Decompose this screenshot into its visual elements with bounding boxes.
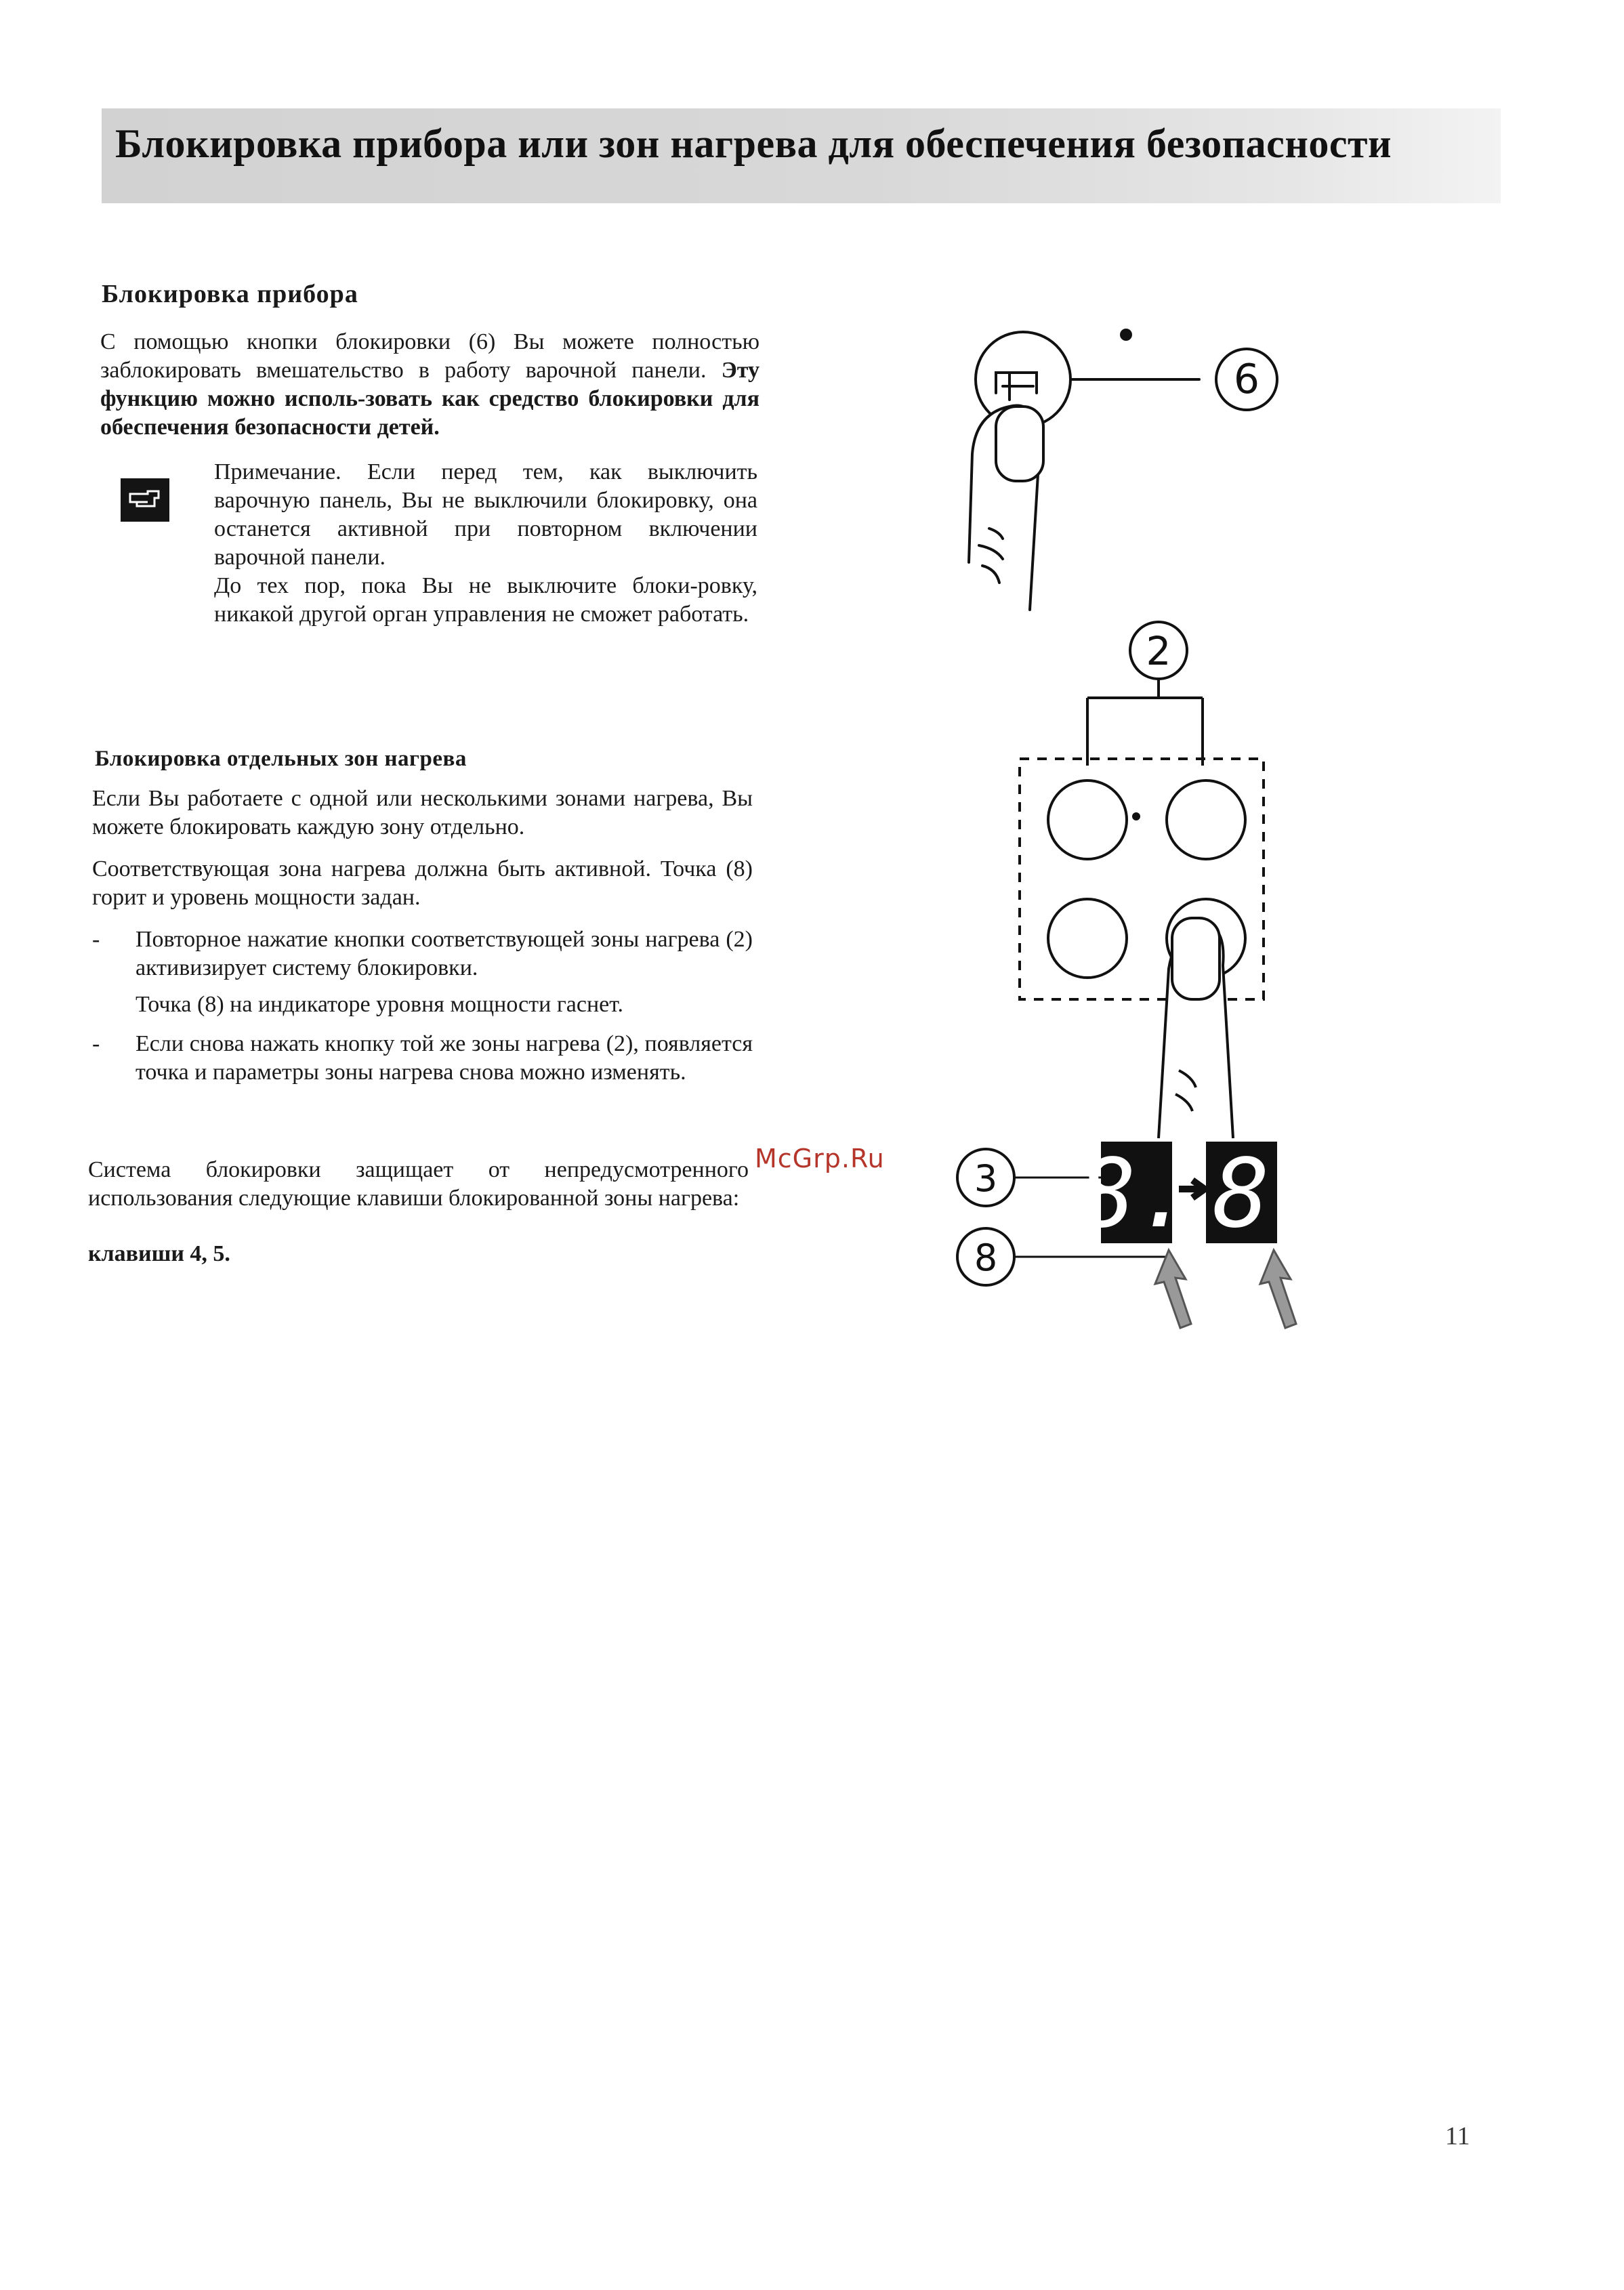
display-right-value: 8 xyxy=(1212,1139,1270,1249)
note-text-2: До тех пор, пока Вы не выключите блоки-ровку, никакой другой орган управления не сможет работать. xyxy=(214,573,757,627)
callout-8-label: 8 xyxy=(974,1236,998,1279)
pointing-hand-icon xyxy=(121,478,169,522)
zone-lock-paragraph-1: Если Вы работаете с одной или несколькими зонами нагрева, Вы можете блокировать каждую зону отдельно. xyxy=(92,786,753,839)
protection-paragraph: Система блокировки защищает от непредусмотренного использования следующие клавиши блокированной зоны нагрева: xyxy=(88,1157,749,1211)
page-number: 11 xyxy=(1445,2122,1470,2150)
zone-lock-paragraph-2: Соответствующая зона нагрева должна быть активной. Точка (8) горит и уровень мощности задан. xyxy=(92,856,753,910)
callout-2-label: 2 xyxy=(1146,628,1171,674)
fingernail-1 xyxy=(996,407,1043,481)
lock-key-diagram xyxy=(969,329,1277,610)
list-item xyxy=(92,925,753,982)
list-item xyxy=(92,1030,753,1087)
zone-key-3 xyxy=(1048,899,1127,978)
status-dot xyxy=(1120,329,1132,341)
illustration xyxy=(935,291,1369,1362)
protected-keys-text: клавиши 4, 5. xyxy=(88,1241,230,1266)
callout-6-label: 6 xyxy=(1233,356,1260,403)
section-heading-zone-lock: Блокировка отдельных зон нагрева xyxy=(95,747,467,771)
bullet-text: Повторное нажатие кнопки соответствующей зоны нагрева (2) активизирует систему блокировки. xyxy=(136,927,753,980)
zone-key-1 xyxy=(1048,780,1127,859)
callout-3-label: 3 xyxy=(974,1157,998,1200)
bullet-dash: - xyxy=(92,927,100,952)
section-heading-device-lock: Блокировка прибора xyxy=(102,280,358,308)
note-text: Примечание. Если перед тем, как выключить варочную панель, Вы не выключили блокировку, она останется активной при повторном включении варочной панели. xyxy=(214,459,757,570)
bullet-text: Если снова нажать кнопку той же зоны нагрева (2), появляется точка и параметры зоны нагрева снова можно изменять. xyxy=(136,1031,753,1085)
device-lock-text-bold: Эту функцию можно исполь-зовать как средство блокировки для обеспечения безопасности детей. xyxy=(100,358,759,440)
lock-symbol xyxy=(996,373,1037,400)
zone-key-2 xyxy=(1167,780,1245,859)
watermark: McGrp.Ru xyxy=(755,1144,885,1173)
pointer-arrow-icon xyxy=(1155,1250,1191,1328)
device-lock-text: С помощью кнопки блокировки (6) Вы можете полностью заблокировать вмешательство в работу варочной панели. xyxy=(100,329,759,383)
bullet-dash: - xyxy=(92,1031,100,1056)
note-block xyxy=(214,458,757,629)
bracket-lines xyxy=(1087,679,1203,766)
device-lock-paragraph xyxy=(100,328,759,442)
display-diagram xyxy=(957,1139,1296,1328)
fingernail-2 xyxy=(1172,918,1220,999)
status-dot xyxy=(1133,814,1139,819)
display-left-value: 8. xyxy=(1079,1139,1194,1249)
pointer-arrow-icon xyxy=(1260,1250,1296,1328)
page-title: Блокировка прибора или зон нагрева для обеспечения безопасности xyxy=(115,121,1392,166)
zone-keys-diagram xyxy=(1020,622,1264,1138)
bullet-subtext: Точка (8) на индикаторе уровня мощности гаснет. xyxy=(136,992,624,1017)
